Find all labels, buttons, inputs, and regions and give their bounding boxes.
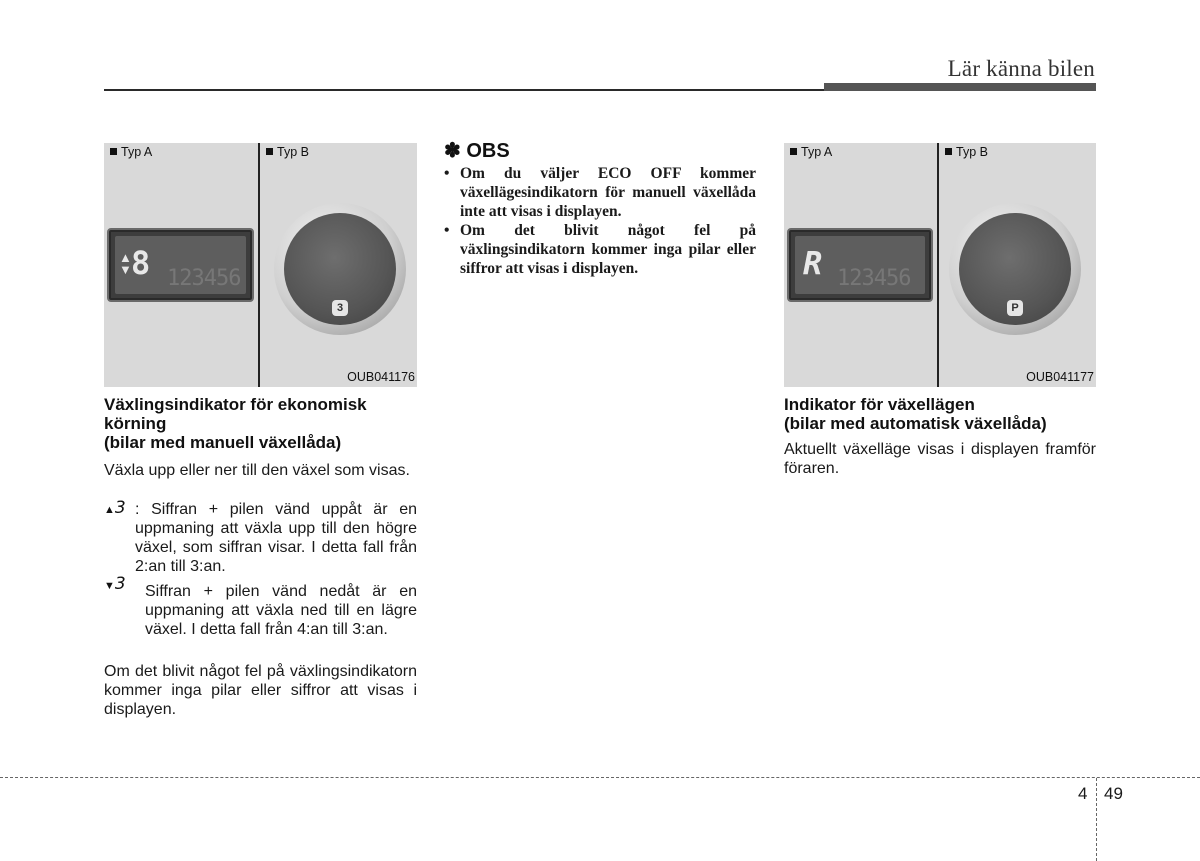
- section-heading-automatic: Indikator för växellägen (bilar med automatisk växellåda): [784, 395, 1047, 433]
- page-number: 49: [1104, 784, 1123, 803]
- gauge-dial: [274, 203, 406, 335]
- shift-down-description: Siffran + pilen vänd nedåt är en uppmaning att växla ned till en lägre växel. I detta fall från 4:an till 3:an.: [145, 583, 417, 638]
- figure-divider: [937, 143, 939, 387]
- note-title: ✽ OBS: [444, 140, 510, 162]
- lcd-odometer: 123456: [167, 266, 241, 291]
- intro-paragraph: Växla upp eller ner till den växel som visas.: [104, 462, 410, 479]
- figure-label-type-a: Typ A: [110, 145, 152, 159]
- figure-automatic-gear-indicator: [784, 143, 1096, 387]
- figure-code: OUB041177: [1026, 370, 1094, 384]
- header-rule-accent: [824, 83, 1096, 91]
- automatic-paragraph: Aktuellt växelläge visas i displayen framför föraren.: [784, 441, 1096, 477]
- gear-badge: P: [1007, 300, 1023, 316]
- chapter-title: Lär känna bilen: [947, 56, 1095, 81]
- gauge-dial: [949, 203, 1081, 335]
- note-item: • Om du väljer ECO OFF kommer växellägesindikatorn för manuell växellåda inte att visas i displayen.: [444, 165, 756, 220]
- shift-arrows-icon: ▲ ▼: [119, 250, 132, 277]
- section-heading-manual: Växlingsindikator för ekonomisk körning (bilar med manuell växellåda): [104, 395, 367, 452]
- figure-label-type-b: Typ B: [266, 145, 309, 159]
- lcd-odometer: 123456: [837, 266, 911, 291]
- figure-divider: [258, 143, 260, 387]
- shift-up-description: : Siffran + pilen vänd uppåt är en uppmaning att växla upp till den högre växel, som siffran visar. I detta fall från 2:an till 3:an.: [135, 501, 417, 575]
- figure-code: OUB041176: [347, 370, 415, 384]
- lcd-gear-digit: R: [803, 244, 823, 282]
- gear-badge: 3: [332, 300, 348, 316]
- shift-up-symbol: ▲3: [104, 498, 126, 518]
- arrow-down-icon: ▼: [104, 580, 115, 592]
- figure-label-type-a: Typ A: [790, 145, 832, 159]
- header-rule: [104, 89, 824, 91]
- arrow-up-icon: ▲: [104, 504, 115, 516]
- footer-rule: [0, 777, 1200, 778]
- chapter-number: 4: [1078, 784, 1088, 803]
- lcd-display: [787, 228, 933, 302]
- note-item: • Om det blivit något fel på växlingsindikatorn kommer inga pilar eller siffror att visas i displayen.: [444, 222, 756, 277]
- figure-label-type-b: Typ B: [945, 145, 988, 159]
- note-list: [444, 164, 756, 278]
- shift-down-symbol: ▼3: [104, 574, 126, 594]
- figure-manual-gear-indicator: [104, 143, 417, 387]
- footer-divider: [1096, 778, 1097, 861]
- lcd-gear-digit: 8: [131, 244, 151, 282]
- lcd-display: [107, 228, 254, 302]
- fault-paragraph: Om det blivit något fel på växlingsindikatorn kommer inga pilar eller siffror att visas i displayen.: [104, 663, 417, 718]
